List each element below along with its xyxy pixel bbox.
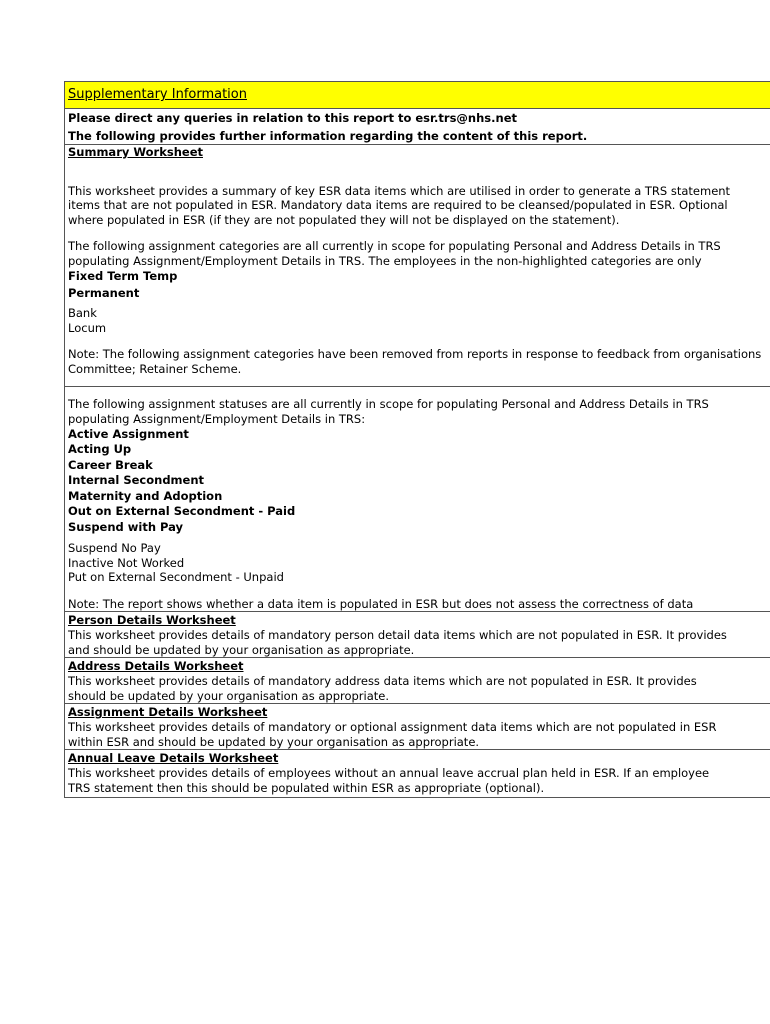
status-item: Acting Up [68, 442, 132, 456]
summary-heading: Summary Worksheet [68, 145, 203, 159]
address-section [65, 658, 770, 704]
person-section [65, 612, 770, 658]
supplementary-info-sheet [64, 81, 770, 798]
address-line: This worksheet provides details of mandatory address data items which are not populated in ESR. It provides [68, 674, 697, 688]
note-line: Note: The report shows whether a data item is populated in ESR but does not assess the correctness of data [68, 596, 694, 611]
assignment-section [65, 704, 770, 750]
summary-para1-line: where populated in ESR (if they are not populated they will not be displayed on the statement). [68, 212, 620, 227]
intro-line: The following provides further information regarding the content of this report. [65, 128, 770, 145]
leave-section [65, 750, 770, 798]
assignment-heading: Assignment Details Worksheet [68, 705, 268, 719]
status-item: Maternity and Adoption [68, 488, 223, 503]
assignment-line: within ESR and should be updated by your organisation as appropriate. [68, 734, 480, 749]
summary-para1-line: items that are not populated in ESR. Mandatory data items are required to be cleansed/populated in ESR. Optional [68, 198, 728, 212]
address-line: should be updated by your organisation as appropriate. [68, 688, 390, 703]
status-item: Inactive Not Worked [68, 555, 185, 570]
assignment-line: This worksheet provides details of mandatory or optional assignment data items which are not populated in ESR [68, 720, 717, 734]
sheet-title: Supplementary Information [65, 82, 770, 109]
address-heading: Address Details Worksheet [68, 659, 244, 673]
category-item: Bank [68, 306, 97, 320]
leave-line: This worksheet provides details of employees without an annual leave accrual plan held in ESR. If an employee [68, 766, 710, 780]
note-line: Committee; Retainer Scheme. [68, 361, 242, 376]
category-item: Permanent [68, 286, 140, 300]
note-line: Note: The following assignment categories have been removed from reports in response to feedback from organisations [68, 347, 762, 361]
person-line: and should be updated by your organisation as appropriate. [68, 642, 415, 657]
summary-section [65, 145, 770, 387]
status-item: Active Assignment [68, 427, 189, 441]
status-item: Internal Secondment [68, 473, 205, 487]
status-item: Put on External Secondment - Unpaid [68, 570, 284, 584]
summary-para1-line: This worksheet provides a summary of key ESR data items which are utilised in order to generate a TRS statement [68, 183, 731, 198]
queries-line: Please direct any queries in relation to this report to esr.trs@nhs.net [68, 111, 517, 125]
status-item: Career Break [68, 457, 153, 472]
status-item: Suspend No Pay [68, 541, 161, 555]
leave-heading: Annual Leave Details Worksheet [68, 751, 279, 765]
category-item: Fixed Term Temp [68, 269, 178, 283]
category-item: Locum [68, 320, 107, 335]
status-para-line: The following assignment statuses are all currently in scope for populating Personal and Address Details in TRS [68, 397, 709, 411]
leave-line: TRS statement then this should be populated within ESR as appropriate (optional). [68, 780, 545, 795]
status-section [65, 387, 770, 612]
person-line: This worksheet provides details of mandatory person detail data items which are not populated in ESR. It provides [68, 628, 727, 642]
status-item: Out on External Secondment - Paid [68, 504, 296, 518]
person-heading: Person Details Worksheet [68, 613, 236, 627]
summary-para2-line: populating Assignment/Employment Details in TRS. The employees in the non-highlighted categories are only [68, 253, 702, 268]
status-item: Suspend with Pay [68, 519, 184, 534]
status-para-line: populating Assignment/Employment Details in TRS: [68, 411, 366, 426]
summary-para2-line: The following assignment categories are all currently in scope for populating Personal and Address Details in TRS [68, 239, 721, 253]
